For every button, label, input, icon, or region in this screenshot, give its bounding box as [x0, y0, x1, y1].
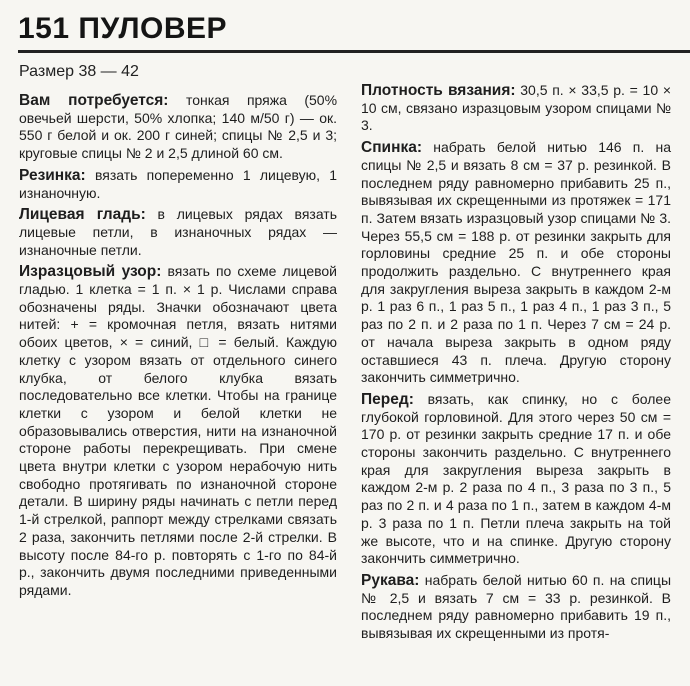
text-sleeves: набрать белой нитью 60 п. на спицы № 2,5 и вязать 7 см = 33 р. резинкой. В последнем ряду равномерно прибавить 19 п., вывязывая их скрещенными из протя- — [361, 571, 672, 642]
page-header — [18, 8, 672, 56]
paragraph-front — [361, 391, 671, 568]
paragraph-tile-pattern — [19, 263, 337, 599]
heading-back: Спинка: — [361, 139, 422, 157]
paragraph-rib — [19, 167, 337, 202]
text-front: вязать, как спинку, но с более глубокой горловиной. Для этого через 50 см = 170 р. от резинки закрыть средние 17 п. и обе стороны закончить раздельно. С внутреннего края для закругления выреза закрыть в каждом 2-м р. 2 раза по 4 п., 3 раза по 3 п., 5 раз по 2 п. и 4 раза по 1 п., затем в каждом 4-м р. 3 раза по 1 п. Петли плеча закрыть на той же высоте, что и на спинке. Другую сторону закончить симметрично. — [361, 390, 671, 567]
text-tile-pattern: вязать по схеме лицевой гладью. 1 клетка = 1 п. × 1 р. Числами справа обозначены ряды. Значки обозначают цвета нитей: + = кромочная петля, вязать нитями обоих цветов, × = синий, □ = белый. Каждую клетку с узором вязать от отдельного синего клубка, от белого клубка вязать последовательно все клетки. Чтобы на границе клетки с узором и белой клетки не образовывались отверстия, нити на изнаночной стороне работы перекрещивать. При смене цвета внутри клетки с узором нерабочую нить свободно протягивать по изнаночной стороне детали. В ширину ряды начинать с петли перед 1-й стрелкой, раппорт между стрелками связать 2 раза, закончить петлями после 2-й стрелки. В высоту после 84-го р. повторять с 1-го по 84-й р., закончить двумя последними приведенными рядами. — [19, 263, 337, 598]
header-rule — [18, 50, 690, 53]
text-stockinette: в лицевых рядах вязать лицевые петли, в изнаночных рядах — изнаночные петли. — [19, 206, 338, 258]
left-column — [19, 92, 337, 604]
paragraph-sleeves — [361, 572, 671, 643]
heading-front: Перед: — [361, 390, 414, 408]
paragraph-stockinette — [19, 206, 337, 259]
text-back: набрать белой нитью 146 п. на спицы № 2,5 и вязать 8 см = 37 р. резинкой. В последнем ряду равномерно прибавить 25 п., вывязывая их скрещенными из протяжек = 171 п. Затем вязать изразцовый узор спицами № 3. Через 55,5 см = 188 р. от резинки закрыть для горловины средние 25 п. и обе стороны продолжить раздельно. С внутреннего края для закругления выреза закрыть в каждом 2-м р. 1 раз 6 п., 1 раз 5 п., 1 раз 4 п., 1 раз 3 п., 5 раз по 2 п. и 2 раза по 1 п. Через 7 см = 24 р. от начала выреза закрыть в одном ряду оставшиеся 43 п. плеча. Другую сторону закончить симметрично. — [361, 139, 671, 386]
heading-gauge: Плотность вязания: — [361, 82, 516, 99]
heading-tile-pattern: Изразцовый узор: — [19, 263, 162, 281]
text-materials: тонкая пряжа (50% овечьей шерсти, 50% хлопка; 140 м/50 г) — ок. 550 г белой и ок. 200 г синей; спицы № 2,5 и 3; круговые спицы № 2 и 2,5 длиной 60 см. — [19, 92, 338, 162]
heading-rib: Резинка: — [19, 166, 86, 184]
page-title: 151 ПУЛОВЕР — [18, 12, 228, 45]
heading-materials: Вам потребуется: — [19, 92, 169, 109]
size-line: Размер 38 — 42 — [19, 63, 139, 80]
paragraph-back — [361, 139, 671, 387]
heading-stockinette: Лицевая гладь: — [19, 206, 146, 224]
text-rib: вязать попеременно 1 лицевую, 1 изнаночную. — [19, 166, 338, 201]
paragraph-materials — [19, 92, 337, 163]
heading-sleeves: Рукава: — [361, 571, 420, 589]
paragraph-gauge — [361, 82, 671, 135]
right-column — [361, 82, 671, 647]
text-gauge: 30,5 п. × 33,5 р. = 10 × 10 см, связано изразцовым узором спицами № 3. — [361, 82, 671, 134]
